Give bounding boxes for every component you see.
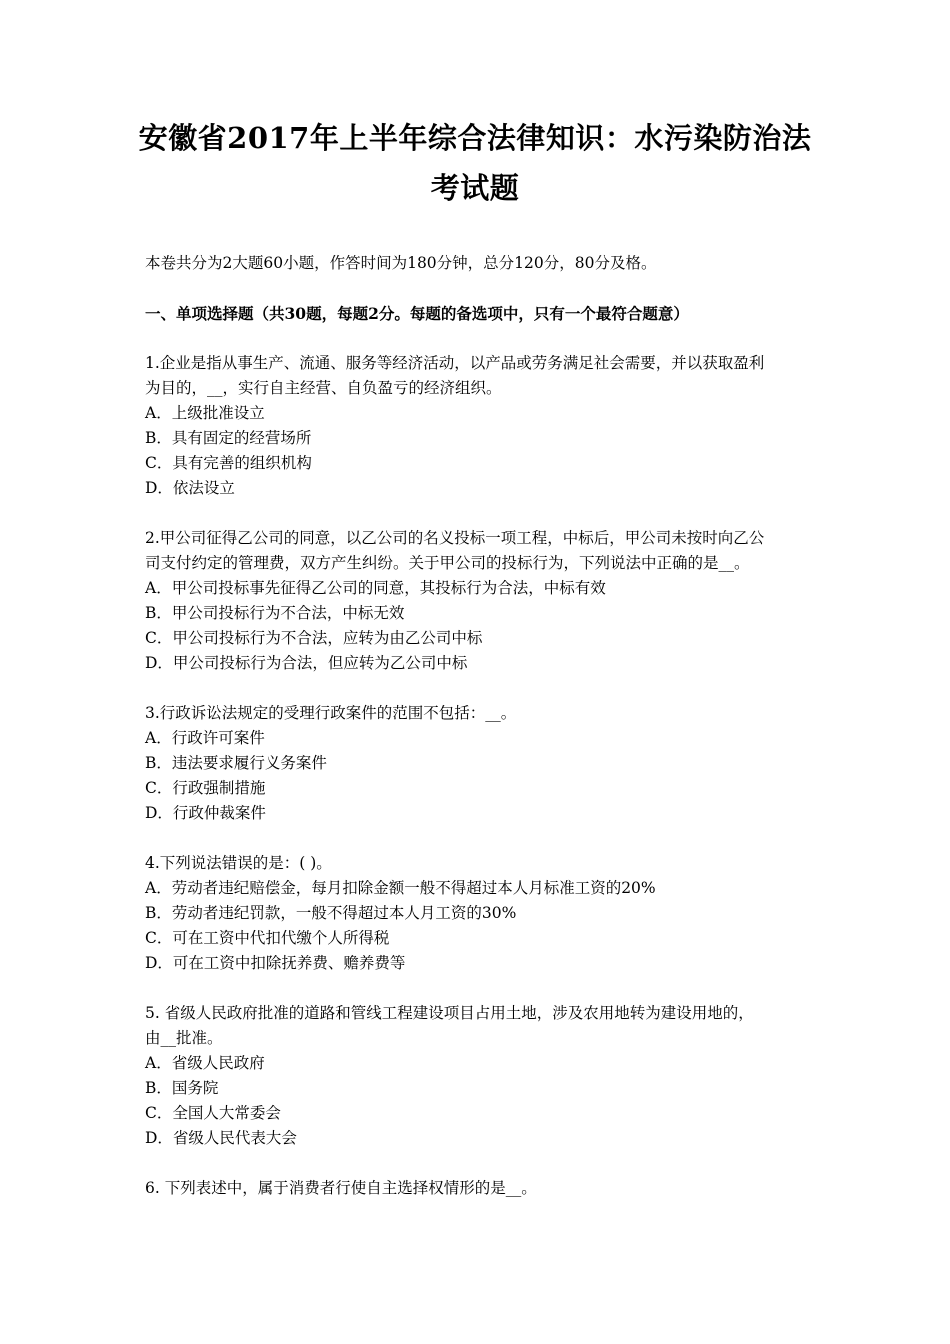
answer-option: C．全国人大常委会 bbox=[145, 1104, 281, 1122]
answer-option: B．具有固定的经营场所 bbox=[145, 429, 312, 447]
question-stem-line: 1.企业是指从事生产、流通、服务等经济活动，以产品或劳务满足社会需要，并以获取盈利 bbox=[145, 354, 765, 372]
answer-option: C．具有完善的组织机构 bbox=[145, 454, 312, 472]
spacer bbox=[145, 1151, 825, 1176]
question-list bbox=[145, 351, 825, 1201]
answer-option: D．省级人民代表大会 bbox=[145, 1129, 297, 1147]
question-stem-line: 6. 下列表述中，属于消费者行使自主选择权情形的是__。 bbox=[145, 1179, 537, 1197]
question-2 bbox=[145, 526, 825, 676]
question-stem-line: 3.行政诉讼法规定的受理行政案件的范围不包括：__。 bbox=[145, 704, 517, 722]
answer-option: B．国务院 bbox=[145, 1079, 219, 1097]
section-heading: 一、单项选择题（共30题，每题2分。每题的备选项中，只有一个最符合题意） bbox=[145, 304, 689, 323]
spacer bbox=[145, 976, 825, 1001]
spacer bbox=[145, 276, 825, 301]
answer-option: C．可在工资中代扣代缴个人所得税 bbox=[145, 929, 390, 947]
answer-option: A．劳动者违纪赔偿金，每月扣除金额一般不得超过本人月标准工资的20% bbox=[145, 879, 656, 897]
answer-option: B．甲公司投标行为不合法，中标无效 bbox=[145, 604, 405, 622]
answer-option: A．甲公司投标事先征得乙公司的同意，其投标行为合法，中标有效 bbox=[145, 579, 606, 597]
answer-option: B．违法要求履行义务案件 bbox=[145, 754, 327, 772]
question-5 bbox=[145, 1001, 825, 1151]
spacer bbox=[145, 326, 825, 351]
question-4 bbox=[145, 851, 825, 976]
answer-option: A．省级人民政府 bbox=[145, 1054, 265, 1072]
question-stem-line: 4.下列说法错误的是：( )。 bbox=[145, 854, 332, 872]
document-title-line-1: 安徽省2017年上半年综合法律知识：水污染防治法 bbox=[138, 121, 812, 155]
answer-option: B．劳动者违纪罚款，一般不得超过本人月工资的30% bbox=[145, 904, 517, 922]
question-6 bbox=[145, 1176, 825, 1201]
question-stem-line: 司支付约定的管理费，双方产生纠纷。关于甲公司的投标行为，下列说法中正确的是__。 bbox=[145, 554, 750, 572]
answer-option: D．行政仲裁案件 bbox=[145, 804, 266, 822]
document-title-line-2: 考试题 bbox=[430, 171, 520, 205]
document-body bbox=[145, 251, 825, 1201]
answer-option: C．甲公司投标行为不合法，应转为由乙公司中标 bbox=[145, 629, 483, 647]
spacer bbox=[145, 501, 825, 526]
spacer bbox=[145, 826, 825, 851]
question-1 bbox=[145, 351, 825, 501]
answer-option: D．可在工资中扣除抚养费、赡养费等 bbox=[145, 954, 406, 972]
spacer bbox=[145, 676, 825, 701]
answer-option: D．甲公司投标行为合法，但应转为乙公司中标 bbox=[145, 654, 468, 672]
question-stem-line: 2.甲公司征得乙公司的同意，以乙公司的名义投标一项工程，中标后，甲公司未按时向乙公 bbox=[145, 529, 765, 547]
exam-intro: 本卷共分为2大题60小题，作答时间为180分钟，总分120分，80分及格。 bbox=[145, 254, 657, 272]
question-stem-line: 为目的，__，实行自主经营、自负盈亏的经济组织。 bbox=[145, 379, 502, 397]
answer-option: A．上级批准设立 bbox=[145, 404, 265, 422]
answer-option: C．行政强制措施 bbox=[145, 779, 266, 797]
question-stem-line: 由__批准。 bbox=[145, 1029, 223, 1047]
answer-option: D．依法设立 bbox=[145, 479, 235, 497]
question-3 bbox=[145, 701, 825, 826]
answer-option: A．行政许可案件 bbox=[145, 729, 265, 747]
question-stem-line: 5. 省级人民政府批准的道路和管线工程建设项目占用土地，涉及农用地转为建设用地的， bbox=[145, 1004, 754, 1022]
